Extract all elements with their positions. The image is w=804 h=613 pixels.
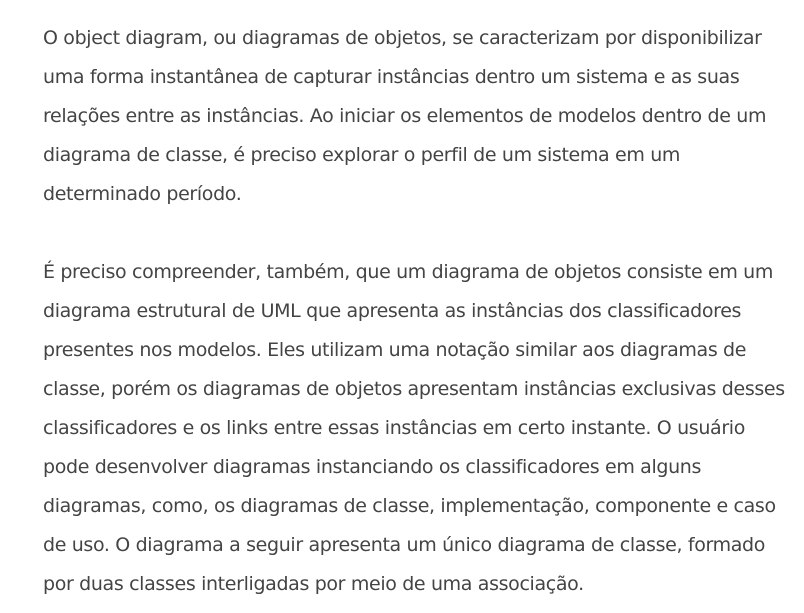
text-line: É preciso compreender, também, que um diagrama de objetos consiste em um (43, 261, 774, 283)
text-line: diagrama de classe, é preciso explorar o perfil de um sistema em um (43, 144, 681, 166)
text-line: relações entre as instâncias. Ao iniciar os elementos de modelos dentro de um (43, 105, 767, 127)
text-line: classe, porém os diagramas de objetos apresentam instâncias exclusivas desses (43, 378, 785, 400)
text-line: determinado período. (43, 183, 242, 205)
text-line: presentes nos modelos. Eles utilizam uma notação similar aos diagramas de (43, 339, 747, 361)
paragraph-object-diagram-details (43, 253, 804, 604)
text-line: O object diagram, ou diagramas de objetos, se caracterizam por disponibilizar (43, 27, 762, 49)
text-line: diagrama estrutural de UML que apresenta as instâncias dos classificadores (43, 300, 742, 322)
text-line: pode desenvolver diagramas instanciando os classificadores em alguns (43, 456, 702, 478)
article-body (43, 19, 804, 604)
paragraph-spacer (43, 214, 804, 253)
text-line: diagramas, como, os diagramas de classe, implementação, componente e caso (43, 495, 776, 517)
paragraph-object-diagram-intro (43, 19, 804, 214)
text-line: uma forma instantânea de capturar instâncias dentro um sistema e as suas (43, 66, 740, 88)
text-line: de uso. O diagrama a seguir apresenta um único diagrama de classe, formado (43, 534, 766, 556)
text-line: classificadores e os links entre essas instâncias em certo instante. O usuário (43, 417, 745, 439)
text-line: por duas classes interligadas por meio de uma associação. (43, 573, 584, 595)
